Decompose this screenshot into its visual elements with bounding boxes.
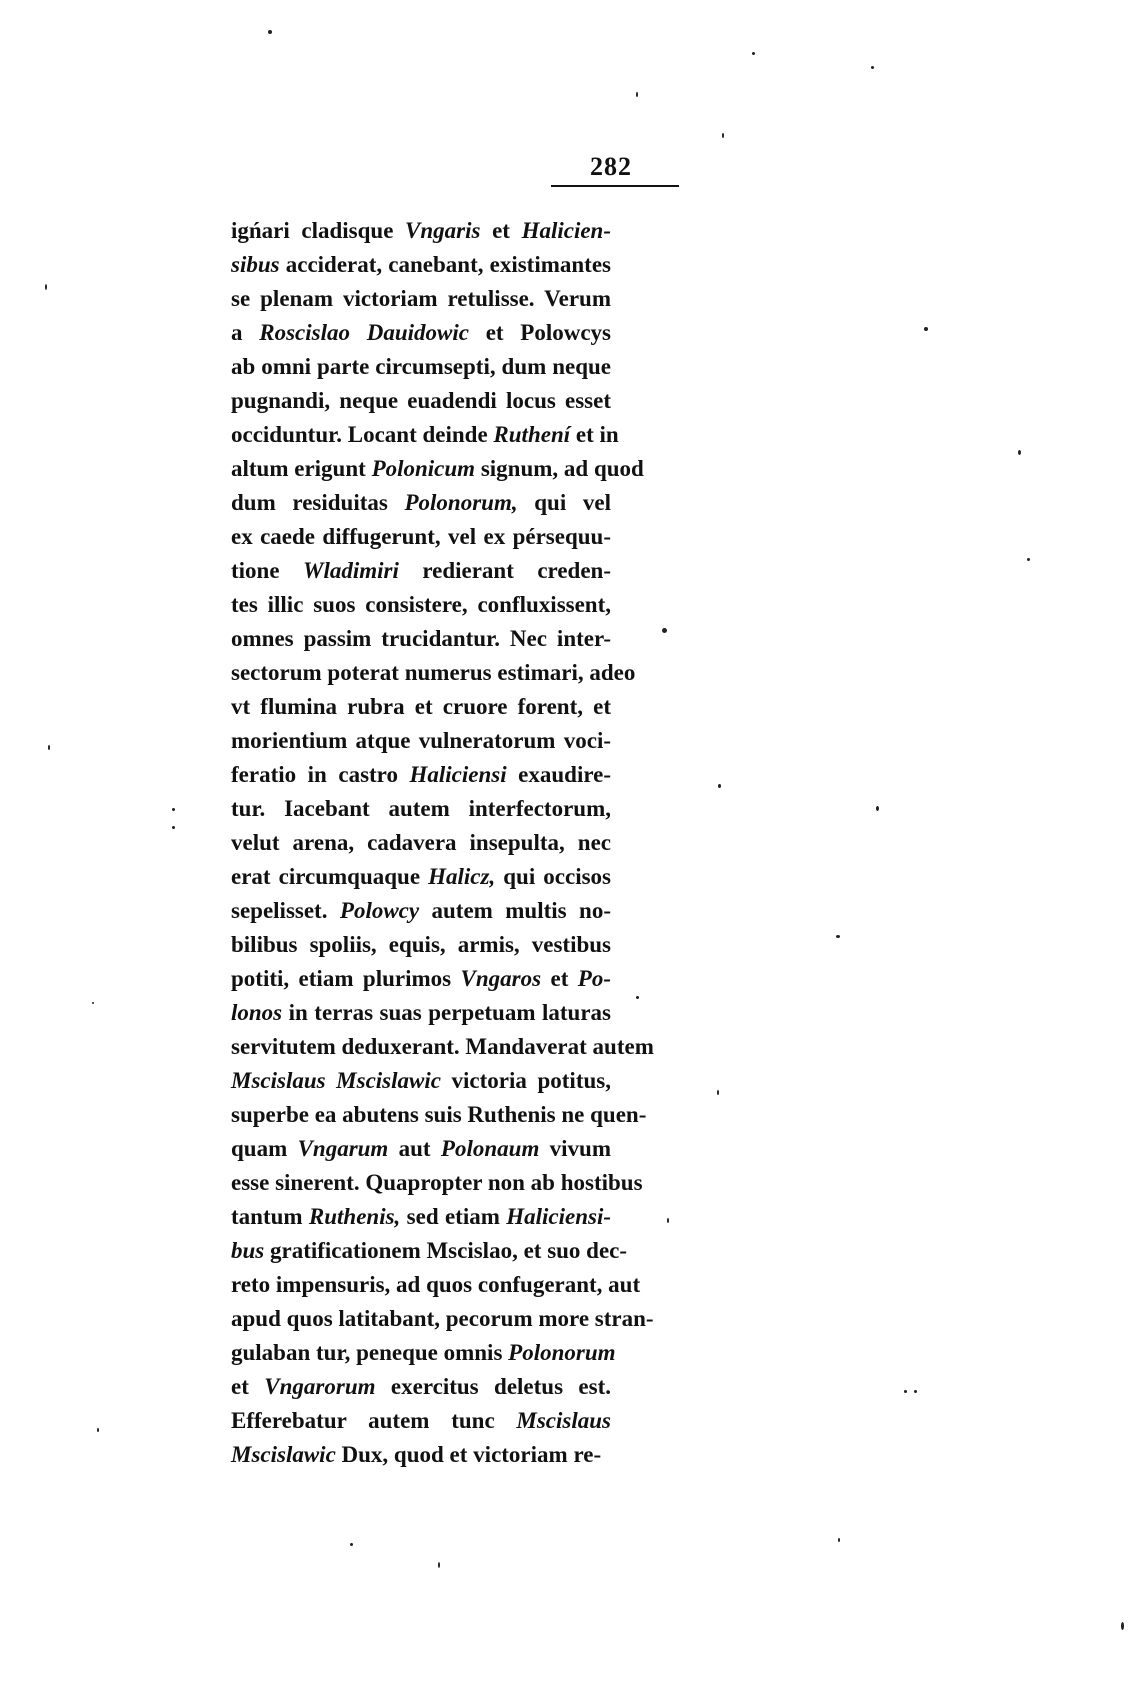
scan-speck: [871, 66, 874, 69]
text-line: [231, 792, 611, 826]
text-line: [231, 1200, 611, 1234]
text-line: [231, 248, 611, 282]
text-segment: bilibus spoliis, equis, armis, vestibus: [231, 932, 611, 957]
text-segment: in terras suas perpetuam laturas: [282, 1000, 611, 1025]
text-line: [231, 452, 644, 486]
scan-speck: [172, 826, 175, 829]
text-segment: Efferebatur autem tunc: [231, 1408, 517, 1433]
italic-name: Mscislaus: [516, 1408, 611, 1433]
scan-speck: [172, 808, 175, 811]
text-segment: a: [231, 320, 260, 345]
text-segment: altum erigunt: [231, 456, 372, 481]
text-segment: tur. Iacebant autem interfectorum,: [231, 796, 611, 821]
text-segment: pugnandi, neque euadendi locus esset: [231, 388, 611, 413]
text-line: [231, 724, 611, 758]
text-segment: gulaban tur, peneque omnis: [231, 1340, 509, 1365]
text-segment: velut arena, cadavera insepulta, nec: [231, 830, 611, 855]
scan-speck: [48, 745, 50, 750]
italic-name: Vngaris: [405, 218, 481, 243]
text-segment: erat circumquaque: [231, 864, 429, 889]
text-line: [231, 1370, 611, 1404]
text-line: [231, 1438, 611, 1472]
text-segment: tantum: [231, 1204, 309, 1229]
text-segment: exaudire-: [506, 762, 612, 787]
scan-speck: [752, 52, 755, 55]
text-segment: qui occisos: [495, 864, 611, 889]
text-segment: igńari cladisque: [231, 218, 406, 243]
text-line: [231, 690, 611, 724]
text-segment: et: [541, 966, 578, 991]
text-segment: morientium atque vulneratorum voci-: [231, 728, 611, 753]
text-segment: vt flumina rubra et cruore forent, et: [231, 694, 611, 719]
scan-speck: [92, 1002, 94, 1004]
italic-name: Mscislaus Mscislawic: [231, 1068, 441, 1093]
italic-name: Polonorum,: [404, 490, 518, 515]
scan-speck: [876, 806, 879, 811]
scan-speck: [838, 1538, 840, 1542]
header-rule: [551, 185, 679, 187]
text-segment: acciderat, canebant, existimantes: [279, 252, 611, 277]
text-segment: sectorum poterat numerus estimari, adeo: [231, 660, 636, 685]
text-segment: sed etiam: [400, 1204, 507, 1229]
scan-speck: [438, 1562, 440, 1568]
text-line: [231, 962, 611, 996]
scan-speck: [97, 1428, 99, 1432]
text-line: [231, 1166, 643, 1200]
text-line: [231, 1234, 628, 1268]
italic-name: Mscislawic: [231, 1442, 336, 1467]
text-line: [231, 758, 611, 792]
scan-speck: [636, 92, 638, 97]
scan-speck: [1027, 558, 1030, 561]
text-line: [231, 1132, 611, 1166]
text-line: [231, 1098, 647, 1132]
italic-name: Wladimiri: [303, 558, 399, 583]
italic-name: Polonorum: [508, 1340, 616, 1365]
page-number: 282: [590, 152, 632, 181]
scan-speck: [722, 133, 724, 138]
italic-name: Halicien-: [521, 218, 611, 243]
text-line: [231, 282, 611, 316]
text-segment: victoria potitus,: [440, 1068, 611, 1093]
italic-name: Po-: [577, 966, 611, 991]
text-segment: sepelisset.: [231, 898, 340, 923]
italic-name: lonos: [231, 1000, 283, 1025]
italic-name: bus: [231, 1238, 265, 1263]
text-segment: tes illic suos consistere, confluxissent,: [231, 592, 611, 617]
text-line: [231, 316, 611, 350]
italic-name: Roscislao Dauidowic: [259, 320, 469, 345]
text-segment: feratio in castro: [231, 762, 410, 787]
text-line: [231, 214, 611, 248]
italic-name: Halicz,: [428, 864, 496, 889]
scan-speck: [667, 1218, 669, 1223]
scan-speck: [1121, 1622, 1124, 1630]
text-segment: quam: [231, 1136, 298, 1161]
scan-speck: [350, 1543, 353, 1546]
italic-name: sibus: [231, 252, 280, 277]
text-segment: et: [480, 218, 522, 243]
text-segment: reto impensuris, ad quos confugerant, aut: [231, 1272, 641, 1297]
text-segment: et Polowcys: [468, 320, 612, 345]
text-segment: potiti, etiam plurimos: [231, 966, 461, 991]
text-line: [231, 1336, 616, 1370]
italic-name: Vngarum: [297, 1136, 389, 1161]
scan-speck: [268, 30, 272, 34]
text-line: [231, 996, 611, 1030]
italic-name: Polonicum: [371, 456, 476, 481]
text-line: [231, 1268, 641, 1302]
text-segment: superbe ea abutens suis Ruthenis ne quen-: [231, 1102, 647, 1127]
text-line: [231, 588, 611, 622]
text-segment: gratificationem Mscislao, et suo dec-: [264, 1238, 628, 1263]
text-line: [231, 894, 611, 928]
text-segment: occiduntur. Locant deinde: [231, 422, 494, 447]
scan-speck: [662, 628, 667, 633]
text-segment: vivum: [539, 1136, 612, 1161]
text-segment: ex caede diffugerunt, vel ex pérsequu-: [231, 524, 611, 549]
italic-name: Vngaros: [460, 966, 542, 991]
text-segment: servitutem deduxerant. Mandaverat autem: [231, 1034, 654, 1059]
text-segment: et: [231, 1374, 265, 1399]
text-segment: Dux, quod et victoriam re-: [335, 1442, 602, 1467]
text-segment: redierant creden-: [398, 558, 611, 583]
italic-name: Polonaum: [440, 1136, 540, 1161]
text-segment: exercitus deletus est.: [375, 1374, 611, 1399]
text-segment: autem multis no-: [419, 898, 611, 923]
text-line: [231, 622, 611, 656]
scan-speck: [924, 327, 928, 331]
text-line: [231, 350, 611, 384]
text-line: [231, 1064, 611, 1098]
text-line: [231, 656, 636, 690]
text-segment: signum, ad quod: [475, 456, 644, 481]
text-line: [231, 520, 611, 554]
text-line: [231, 384, 611, 418]
italic-name: Polowcy: [339, 898, 420, 923]
text-segment: se plenam victoriam retulisse. Verum: [231, 286, 611, 311]
text-line: [231, 486, 611, 520]
text-segment: apud quos latitabant, pecorum more stran-: [231, 1306, 654, 1331]
scan-speck: [718, 784, 721, 788]
text-line: [231, 826, 611, 860]
text-line: [231, 554, 611, 588]
italic-name: Vngarorum: [264, 1374, 376, 1399]
text-segment: tione: [231, 558, 304, 583]
text-segment: esse sinerent. Quapropter non ab hostibus: [231, 1170, 643, 1195]
body-text: [231, 214, 654, 1472]
text-segment: qui vel: [517, 490, 611, 515]
text-segment: aut: [388, 1136, 441, 1161]
italic-name: Ruthení: [493, 422, 571, 447]
scan-speck: [45, 284, 47, 290]
text-segment: dum residuitas: [231, 490, 405, 515]
text-segment: et in: [570, 422, 619, 447]
scan-speck: [904, 1390, 907, 1393]
scan-speck: [836, 935, 840, 938]
text-segment: omnes passim trucidantur. Nec inter-: [231, 626, 611, 651]
scan-speck: [717, 1090, 719, 1095]
text-segment: ab omni parte circumsepti, dum neque: [231, 354, 611, 379]
italic-name: Ruthenis,: [308, 1204, 401, 1229]
italic-name: Haliciensi: [409, 762, 507, 787]
text-line: [231, 1404, 611, 1438]
scan-speck: [636, 996, 639, 999]
text-line: [231, 1302, 654, 1336]
text-line: [231, 860, 611, 894]
text-line: [231, 928, 611, 962]
text-line: [231, 1030, 654, 1064]
scan-speck: [1018, 450, 1021, 455]
scan-speck: [914, 1390, 917, 1393]
italic-name: Haliciensi-: [506, 1204, 611, 1229]
text-line: [231, 418, 619, 452]
